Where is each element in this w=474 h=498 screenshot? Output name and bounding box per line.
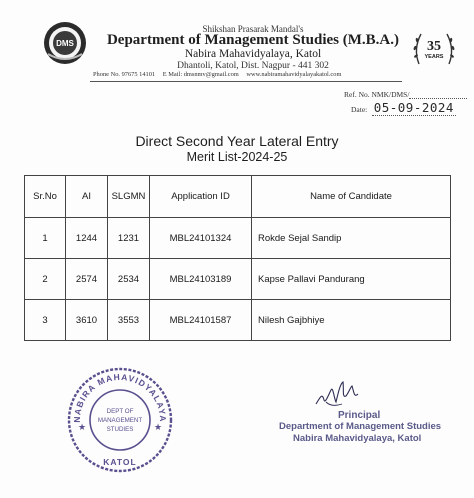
cell-candidate-name: Kapse Pallavi Pandurang (252, 259, 451, 300)
principal-department: Department of Management Studies (279, 421, 442, 432)
cell-application-id: MBL24101324 (150, 218, 252, 259)
date-value: 05-09-2024 (373, 100, 454, 115)
college-address: Dhantoli, Katol, Dist. Nagpur - 441 302 (177, 61, 329, 71)
seal-bottom-text: KATOL (103, 457, 137, 467)
ref-blank-line (409, 92, 467, 99)
svg-text:★: ★ (154, 422, 163, 432)
cell-slgmn: 2534 (108, 259, 150, 300)
cell-application-id: MBL24103189 (150, 259, 252, 300)
cell-sr-no: 2 (25, 259, 66, 300)
header-divider (90, 81, 402, 82)
table-row (25, 300, 451, 341)
department-seal (66, 366, 174, 474)
ref-label: Ref. No. NMK/DMS/ (344, 90, 410, 99)
college-name: Nabira Mahavidyalaya, Katol (184, 48, 322, 60)
column-header-ai: AI (66, 176, 108, 218)
principal-title: Principal (338, 410, 381, 421)
anniversary-number: 35 (427, 39, 441, 54)
cell-ai: 2574 (66, 259, 108, 300)
principal-signature (312, 378, 362, 410)
list-title: Direct Second Year Lateral Entry (135, 133, 339, 149)
seal-center-line3: STUDIES (106, 426, 134, 433)
contact-line (93, 71, 347, 78)
email-address: E Mail: dmsnmv@gmail.com (162, 71, 239, 78)
seal-ring-text: NABIRA MAHAVIDYALAYA (71, 371, 169, 423)
phone-number: Phone No. 97675 14101 (93, 71, 156, 78)
anniversary-word: YEARS (424, 54, 444, 60)
table-row (25, 218, 451, 259)
list-subtitle: Merit List-2024-25 (186, 150, 288, 164)
logo-monogram: DMS (56, 39, 74, 48)
cell-sr-no: 3 (25, 300, 66, 341)
svg-text:NABIRA MAHAVIDYALAYA (72, 372, 168, 423)
column-header-sr-no: Sr.No (25, 176, 66, 218)
anniversary-badge (411, 26, 457, 72)
cell-slgmn: 1231 (108, 218, 150, 259)
website-address: www.nabiramahavidyalayakatol.com (246, 71, 342, 78)
table-header-row (25, 176, 451, 218)
date-row (351, 99, 456, 117)
department-title: Department of Management Studies (M.B.A.) (106, 32, 400, 48)
svg-text:★: ★ (78, 422, 87, 432)
merit-list-table (24, 175, 451, 341)
table-row (25, 259, 451, 300)
principal-college: Nabira Mahavidyalaya, Katol (293, 433, 422, 444)
cell-sr-no: 1 (25, 218, 66, 259)
column-header-slgmn: SLGMN (108, 176, 150, 218)
mandal-name: Shikshan Prasarak Mandal's (202, 24, 304, 34)
cell-ai: 1244 (66, 218, 108, 259)
cell-candidate-name: Rokde Sejal Sandip (252, 218, 451, 259)
seal-center-line1: DEPT OF (106, 408, 134, 415)
cell-ai: 3610 (66, 300, 108, 341)
column-header-candidate-name: Name of Candidate (252, 176, 451, 218)
cell-application-id: MBL24101587 (150, 300, 252, 341)
cell-candidate-name: Nilesh Gajbhiye (252, 300, 451, 341)
reference-number (344, 90, 467, 99)
date-label: Date: (351, 105, 368, 114)
seal-center-line2: MANAGEMENT (97, 417, 143, 424)
cell-slgmn: 3553 (108, 300, 150, 341)
column-header-application-id: Application ID (150, 176, 252, 218)
